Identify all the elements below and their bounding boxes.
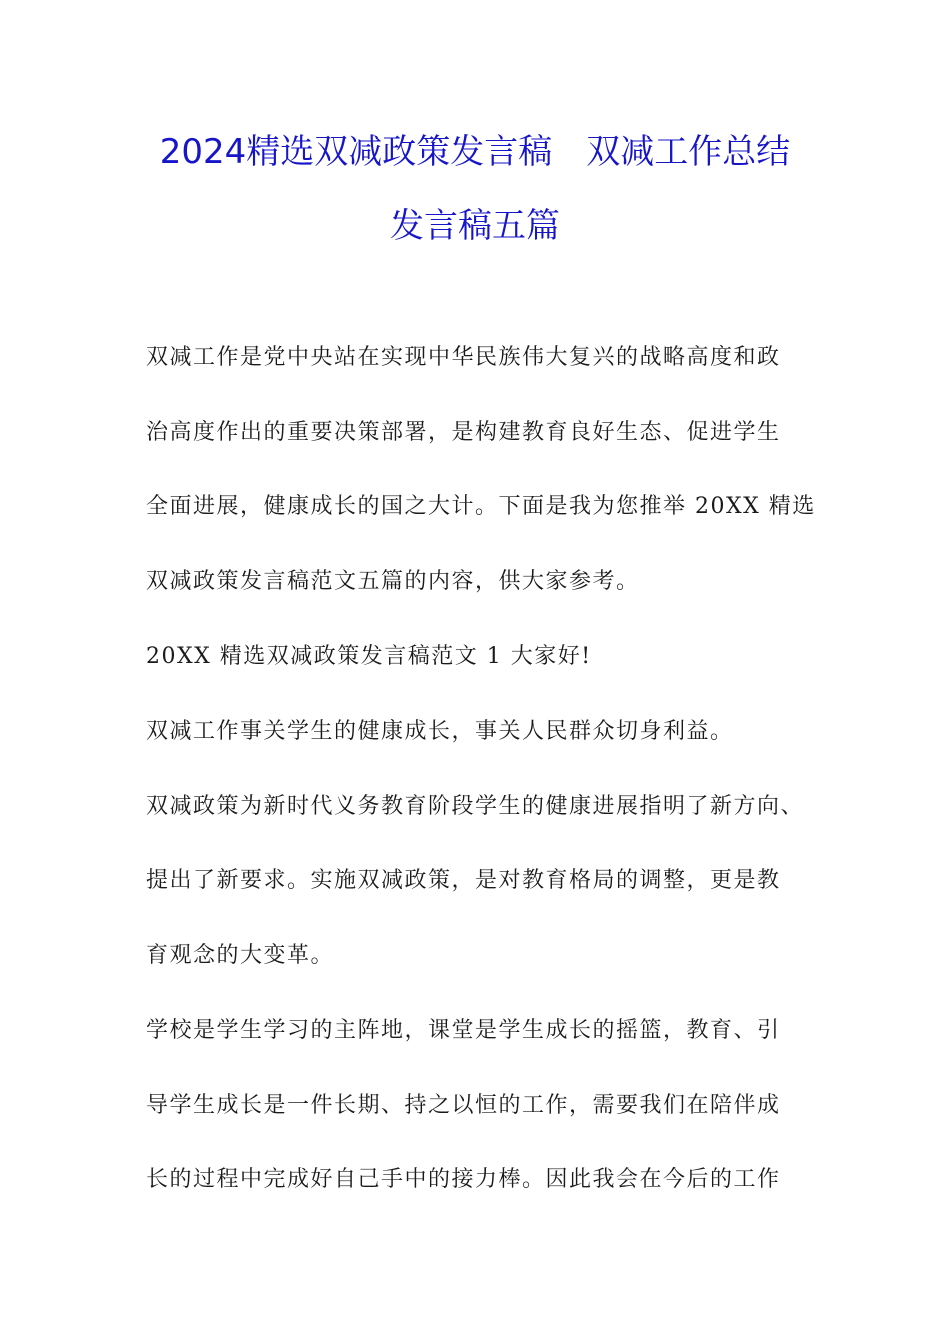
document-title-line-2: 发言稿五篇	[390, 206, 560, 246]
body-text-line: 提出了新要求。实施双减政策，是对教育格局的调整，更是教	[146, 868, 781, 893]
body-text-line: 双减工作事关学生的健康成长，事关人民群众切身利益。	[146, 719, 734, 744]
body-text-line: 双减工作是党中央站在实现中华民族伟大复兴的战略高度和政	[146, 345, 781, 370]
body-text-line: 学校是学生学习的主阵地，课堂是学生成长的摇篮，教育、引	[146, 1018, 781, 1043]
body-text-line: 育观念的大变革。	[146, 943, 335, 968]
body-text-line: 20XX 精选双减政策发言稿范文 1 大家好!	[146, 644, 592, 669]
body-text-line: 治高度作出的重要决策部署，是构建教育良好生态、促进学生	[146, 420, 781, 445]
body-text-line: 双减政策发言稿范文五篇的内容，供大家参考。	[146, 569, 640, 594]
body-text-line: 双减政策为新时代义务教育阶段学生的健康进展指明了新方向、	[146, 794, 805, 819]
document-title-line-1: 2024精选双减政策发言稿 双减工作总结	[159, 132, 791, 172]
body-text-line: 长的过程中完成好自己手中的接力棒。因此我会在今后的工作	[146, 1167, 781, 1192]
body-text-line: 导学生成长是一件长期、持之以恒的工作，需要我们在陪伴成	[146, 1093, 781, 1118]
body-text-line: 全面进展，健康成长的国之大计。下面是我为您推举 20XX 精选	[146, 494, 816, 519]
